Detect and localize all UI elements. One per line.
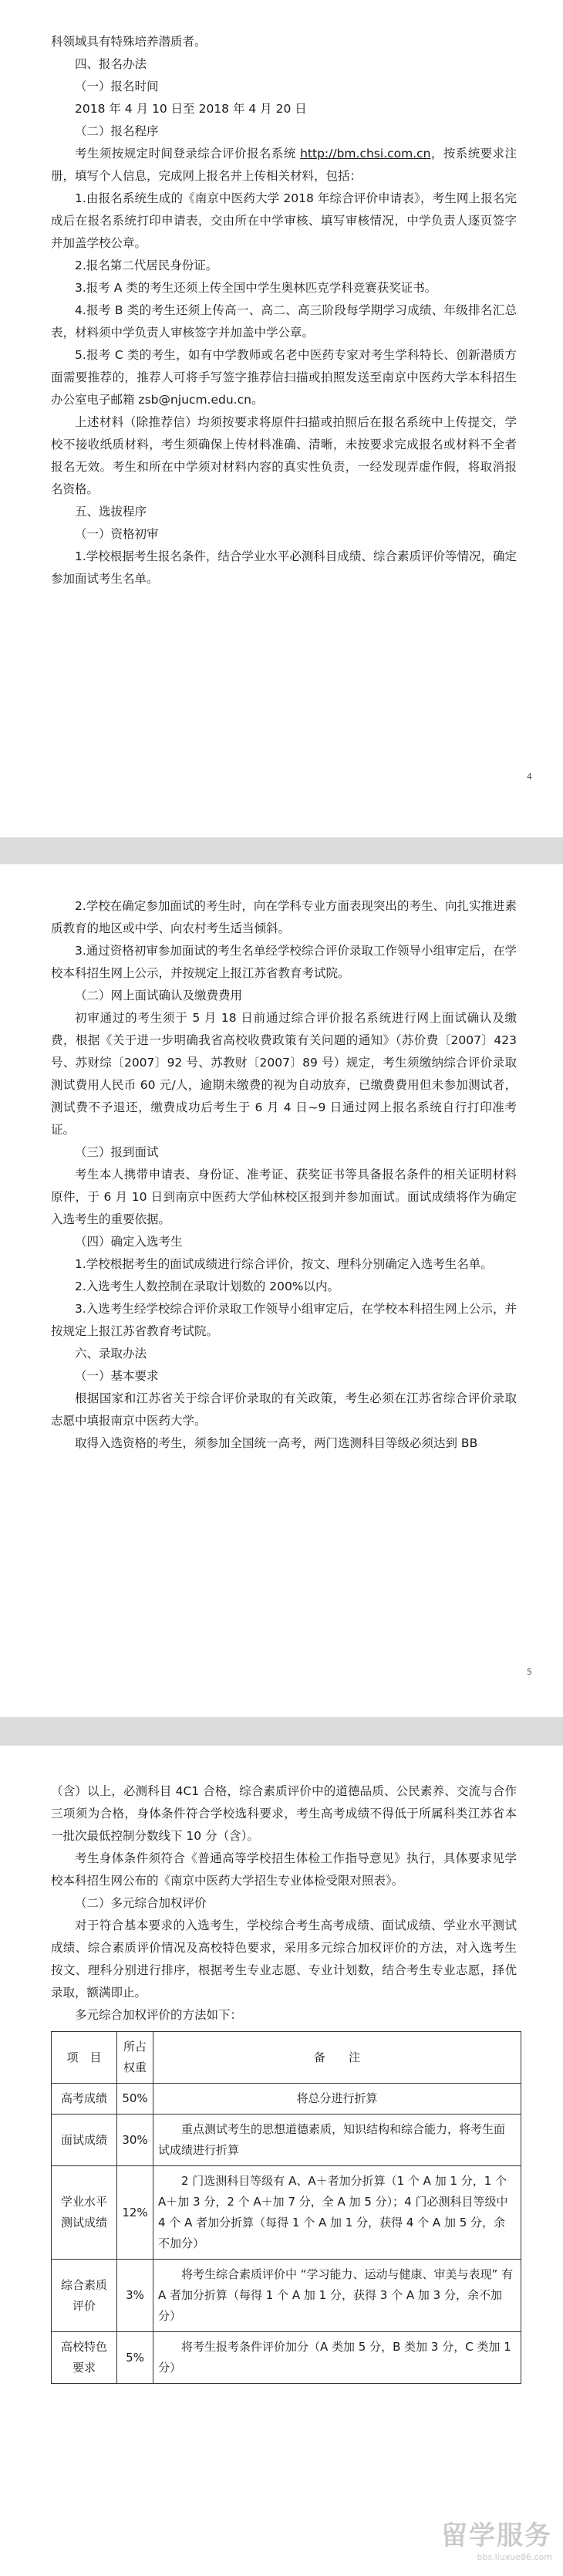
paragraph: 2.学校在确定参加面试的考生时，向在学科专业方面表现突出的考生、向扎实推进素质教育的地区或中学、向农村考生适当倾斜。 bbox=[51, 899, 517, 935]
document-page-1 bbox=[0, 0, 563, 837]
subsection-heading: （四）确定入选考生 bbox=[75, 1235, 183, 1249]
paragraph: 1.学校根据考生报名条件，结合学业水平必测科目成绩、综合素质评价等情况，确定参加面试考生名单。 bbox=[51, 549, 517, 586]
cell-weight: 5% bbox=[117, 2332, 153, 2384]
page-number: 5 bbox=[527, 1667, 532, 1677]
site-watermark bbox=[398, 2520, 552, 2570]
paragraph: 取得入选资格的考生，须参加全国统一高考，两门选测科目等级必须达到 BB bbox=[75, 1436, 478, 1450]
paragraph: 1.学校根据考生的面试成绩进行综合评价，按文、理科分别确定入选考生名单。 bbox=[75, 1257, 493, 1271]
paragraph: 根据国家和江苏省关于综合评价录取的有关政策，考生必须在江苏省综合评价录取志愿中填报南京中医药大学。 bbox=[51, 1391, 517, 1428]
paragraph: 考生身体条件须符合《普通高等学校招生体检工作指导意见》执行，具体要求见学校本科招生网公布的《南京中医药大学招生专业体检受限对照表》。 bbox=[51, 1851, 517, 1888]
watermark-brand: 留学服务 bbox=[441, 2520, 552, 2551]
paragraph-text: 考生须按规定时间登录综合评价报名系统 bbox=[75, 147, 301, 161]
table-row bbox=[52, 2166, 521, 2260]
header-note: 备 注 bbox=[153, 2032, 521, 2084]
paragraph: 科领域具有特殊培养潜质者。 bbox=[51, 35, 207, 49]
paragraph: 5.报考 C 类的考生，如有中学教师或名老中医药专家对考生学科特长、创新潜质方面需要推荐的，推荐人可将手写签字推荐信扫描或拍照发送至南京中医药大学本科招生办公室电子邮箱 zsb@njucm.edu.cn。 bbox=[51, 348, 517, 407]
subsection-heading: （一）报名时间 bbox=[75, 79, 159, 93]
watermark-url: bbs.liuxue86.com bbox=[477, 2552, 552, 2562]
paragraph: 3.入选考生经学校综合评价录取工作领导小组审定后，在学校本科招生网上公示，并按规定上报江苏省教育考试院。 bbox=[51, 1302, 517, 1338]
document-page-2 bbox=[0, 864, 563, 1717]
paragraph: 对于符合基本要求的入选考生，学校综合考生高考成绩、面试成绩、学业水平测试成绩、综合素质评价情况及高校特色要求，采用多元综合加权评价的方法，对入选考生按文、理科分别进行排序，根据考生专业志愿、专业计划数，结合考生专业志愿，择优录取，额满即止。 bbox=[51, 1918, 517, 2000]
subsection-heading: （二）多元综合加权评价 bbox=[75, 1896, 207, 1910]
subsection-heading: （一）资格初审 bbox=[75, 527, 159, 541]
table-row bbox=[52, 2084, 521, 2115]
paragraph: 多元综合加权评价的方法如下： bbox=[75, 2008, 243, 2022]
section-heading: 五、选拔程序 bbox=[75, 505, 147, 519]
paragraph: 2018 年 4 月 10 日至 2018 年 4 月 20 日 bbox=[75, 102, 307, 116]
subsection-heading: （一）基本要求 bbox=[75, 1369, 159, 1383]
page-separator bbox=[0, 837, 563, 864]
paragraph-with-link bbox=[51, 143, 517, 188]
cell-item: 综合素质评价 bbox=[52, 2260, 117, 2332]
paragraph: 2.入选考生人数控制在录取计划数的 200%以内。 bbox=[75, 1280, 340, 1293]
subsection-heading: （三）报到面试 bbox=[75, 1145, 159, 1159]
paragraph: 3.通过资格初审参加面试的考生名单经学校综合评价录取工作领导小组审定后，在学校本科招生网上公示，并按规定上报江苏省教育考试院。 bbox=[51, 944, 517, 980]
paragraph: 上述材料（除推荐信）均须按要求将原件扫描或拍照后在报名系统中上传提交，学校不接收纸质材料，考生须确保上传材料准确、清晰，未按要求完成报名或材料不全者报名无效。考生和所在中学须对材料内容的真实性负责，一经发现弄虚作假，将取消报名资格。 bbox=[51, 415, 517, 496]
cell-item: 面试成绩 bbox=[52, 2115, 117, 2166]
subsection-heading: （二）网上面试确认及缴费费用 bbox=[75, 989, 243, 1002]
cell-weight: 50% bbox=[117, 2084, 153, 2115]
cell-item: 高考成绩 bbox=[52, 2084, 117, 2115]
paragraph: 1.由报名系统生成的《南京中医药大学 2018 年综合评价申请表》，考生网上报名完成后在报名系统打印申请表，交由所在中学审核、填写审核情况，中学负责人逐页签字并加盖学校公章。 bbox=[51, 191, 517, 250]
page-separator bbox=[0, 1717, 563, 1746]
cell-item: 学业水平测试成绩 bbox=[52, 2166, 117, 2260]
paragraph: 考生本人携带申请表、身份证、准考证、获奖证书等具备报名条件的相关证明材料原件，于 6 月 10 日到南京中医药大学仙林校区报到并参加面试。面试成绩将作为确定入选考生的重要依据。 bbox=[51, 1168, 517, 1226]
paragraph: 初审通过的考生须于 5 月 18 日前通过综合评价报名系统进行网上面试确认及缴费，根据《关于进一步明确我省高校收费政策有关问题的通知》（苏价费〔2007〕423 号、苏财综〔2007〕92 号、苏教财〔2007〕89 号）规定，考生须缴纳综合评价录取测试费用人民币 60 元/人，逾期未缴费的视为自动放弃，已缴费费用但未参加测试者，测试费不予退还，缴费成功后考生于 6 月 4 日~9 日通过网上报名系统自行打印准考证。 bbox=[51, 1011, 517, 1137]
cell-note: 重点测试考生的思想道德素质，知识结构和综合能力，将考生面试成绩进行折算 bbox=[153, 2115, 521, 2166]
cell-note: 2 门选测科目等级有 A、A＋者加分折算（1 个 A 加 1 分，1 个 A＋加 3 分，2 个 A＋加 7 分，全 A 加 5 分）；4 门必测科目等级中 4 个 A 者加分折算（每得 1 个 A 加 1 分，获得 4 个 A 加 5 分，余不加分） bbox=[153, 2166, 521, 2260]
cell-weight: 3% bbox=[117, 2260, 153, 2332]
page-number: 4 bbox=[527, 772, 532, 782]
table-header-row bbox=[52, 2032, 521, 2084]
section-heading: 四、报名办法 bbox=[75, 57, 147, 71]
paragraph-text: ，按系统要求注册，填写个人信息，完成网上报名并上传相关材料，包括： bbox=[51, 147, 517, 183]
paragraph: （含）以上，必测科目 4C1 合格，综合素质评价中的道德品质、公民素养、交流与合作三项须为合格，身体条件符合学校选科要求，考生高考成绩不得低于所属科类江苏省本一批次最低控制分数线下 10 分（含）。 bbox=[51, 1784, 517, 1843]
weighting-table bbox=[51, 2031, 521, 2384]
header-item: 项 目 bbox=[52, 2032, 117, 2084]
cell-note: 将考生报考条件评价加分（A 类加 5 分，B 类加 3 分，C 类加 1 分） bbox=[153, 2332, 521, 2384]
table-row bbox=[52, 2260, 521, 2332]
cell-note: 将总分进行折算 bbox=[153, 2084, 521, 2115]
registration-link[interactable]: http://bm.chsi.com.cn bbox=[300, 147, 431, 161]
cell-weight: 30% bbox=[117, 2115, 153, 2166]
header-weight: 所占权重 bbox=[117, 2032, 153, 2084]
paragraph: 2.报名第二代居民身份证。 bbox=[75, 259, 218, 272]
paragraph: 3.报考 A 类的考生还须上传全国中学生奥林匹克学科竞赛获奖证书。 bbox=[75, 281, 437, 295]
table-row bbox=[52, 2332, 521, 2384]
cell-note: 将考生综合素质评价中 “学习能力、运动与健康、审美与表现” 有 A 者加分折算（每得 1 个 A 加 1 分，获得 3 个 A 加 3 分，余不加分） bbox=[153, 2260, 521, 2332]
subsection-heading: （二）报名程序 bbox=[75, 124, 159, 138]
cell-weight: 12% bbox=[117, 2166, 153, 2260]
cell-item: 高校特色要求 bbox=[52, 2332, 117, 2384]
table-row bbox=[52, 2115, 521, 2166]
document-page-3 bbox=[0, 1746, 563, 2576]
section-heading: 六、录取办法 bbox=[75, 1347, 147, 1361]
paragraph: 4.报考 B 类的考生还须上传高一、高二、高三阶段每学期学习成绩、年级排名汇总表，材料须中学负责人审核签字并加盖中学公章。 bbox=[51, 303, 517, 340]
